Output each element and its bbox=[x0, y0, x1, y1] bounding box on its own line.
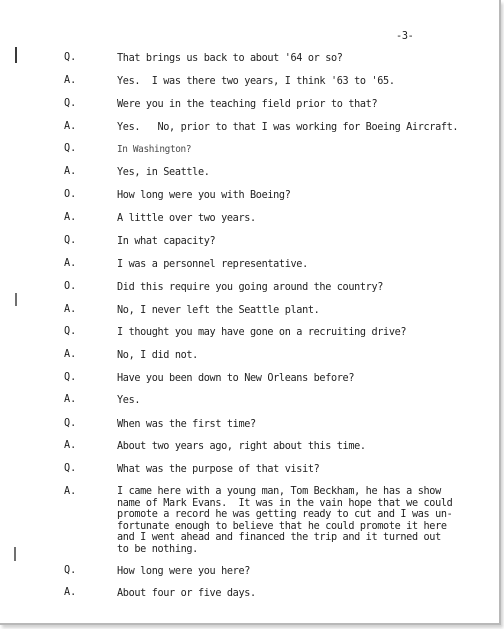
transcript-line: A little over two years. bbox=[117, 213, 256, 224]
transcript-line: Were you in the teaching field prior to that? bbox=[117, 99, 378, 110]
speaker-label: Q. bbox=[64, 418, 77, 429]
speaker-label: Q. bbox=[64, 235, 77, 246]
transcript-line: About four or five days. bbox=[117, 588, 256, 599]
transcript-line: I was a personnel representative. bbox=[117, 259, 308, 270]
speaker-label: Q. bbox=[64, 565, 77, 576]
margin-mark bbox=[14, 547, 16, 561]
transcript-line: Yes. No, prior to that I was working for Boeing Aircraft. bbox=[117, 122, 459, 133]
transcript-line: No, I did not. bbox=[117, 350, 198, 361]
speaker-label: A. bbox=[64, 304, 77, 315]
transcript-line: Yes. bbox=[117, 395, 141, 406]
speaker-label: Q. bbox=[64, 98, 77, 109]
transcript-line: How long were you here? bbox=[117, 566, 251, 577]
transcript-line: In Washington? bbox=[117, 144, 192, 155]
speaker-label: A. bbox=[64, 440, 77, 451]
transcript-line: Yes, in Seattle. bbox=[117, 167, 210, 178]
speaker-label: Q. bbox=[64, 143, 77, 154]
margin-mark bbox=[15, 47, 17, 63]
speaker-label: Q. bbox=[64, 52, 77, 63]
transcript-line: How long were you with Boeing? bbox=[117, 190, 291, 201]
speaker-label: Q. bbox=[64, 372, 77, 383]
transcript-line: Have you been down to New Orleans before? bbox=[117, 373, 355, 384]
transcript-line: Did this require you going around the country? bbox=[117, 282, 384, 293]
transcript-line: When was the first time? bbox=[117, 419, 256, 430]
speaker-label: A. bbox=[64, 587, 77, 598]
transcript-line: That brings us back to about '64 or so? bbox=[117, 53, 343, 64]
speaker-label: A. bbox=[64, 166, 77, 177]
margin-mark bbox=[15, 293, 17, 306]
speaker-label: O. bbox=[64, 281, 77, 292]
transcript-line: About two years ago, right about this time. bbox=[117, 441, 366, 452]
transcript-line: What was the purpose of that visit? bbox=[117, 464, 320, 475]
speaker-label: O. bbox=[64, 189, 77, 200]
transcript-line: I thought you may have gone on a recruiting drive? bbox=[117, 327, 407, 338]
speaker-label: A. bbox=[64, 75, 77, 86]
speaker-label: A. bbox=[64, 394, 77, 405]
transcript-paragraph: I came here with a young man, Tom Beckham, he has a show name of Mark Evans. It was in the vain hope that we could promote a record he was getting ready to cut and I was un- fortunate enough to believe that he could promote it here and I went ahead and financed the trip and it turned out to be nothing. bbox=[117, 486, 453, 555]
speaker-label: Q. bbox=[64, 463, 77, 474]
speaker-label: A. bbox=[64, 349, 77, 360]
transcript-line: In what capacity? bbox=[117, 236, 216, 247]
speaker-label: A. bbox=[64, 212, 77, 223]
page-number: -3- bbox=[396, 31, 414, 42]
speaker-label: Q. bbox=[64, 326, 77, 337]
transcript-line: Yes. I was there two years, I think '63 to '65. bbox=[117, 76, 395, 87]
speaker-label: A. bbox=[64, 121, 77, 132]
speaker-label: A. bbox=[64, 486, 77, 497]
transcript-line: No, I never left the Seattle plant. bbox=[117, 305, 320, 316]
speaker-label: A. bbox=[64, 258, 77, 269]
